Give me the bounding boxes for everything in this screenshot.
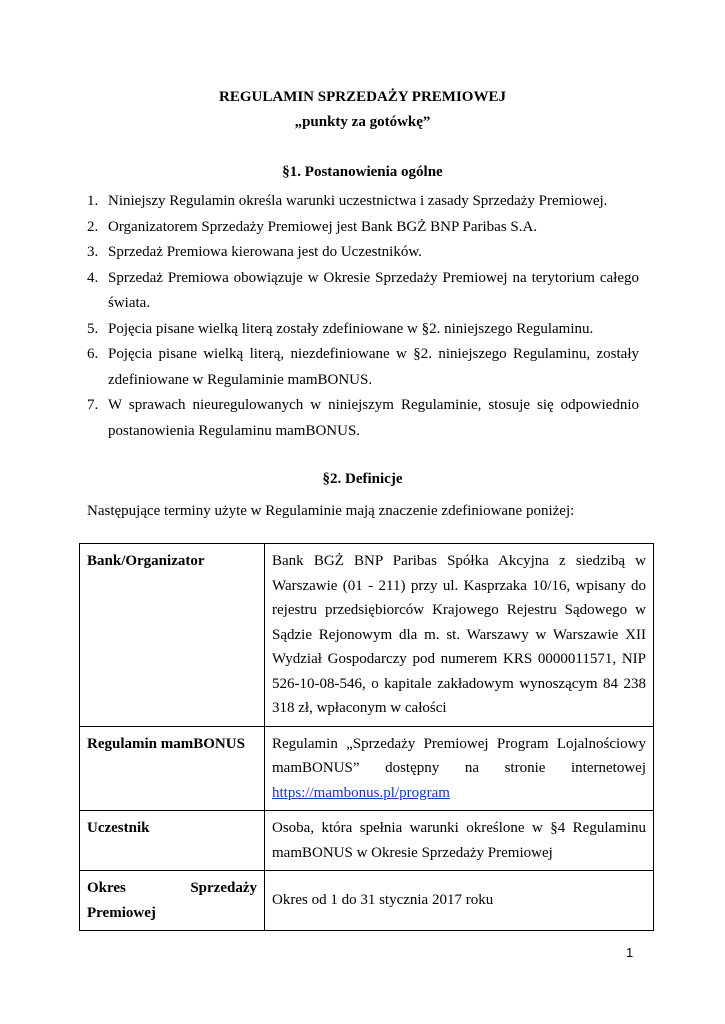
section-1-heading: §1. Postanowienia ogólne [282, 164, 443, 180]
definition-term: Bank/Organizator [80, 544, 265, 727]
list-item: 3. Sprzedaż Premiowa kierowana jest do Uczestników. [87, 244, 422, 260]
list-item: 7. W sprawach nieuregulowanych w niniejszym Regulaminie, stosuje się odpowiednio postanowienia Regulaminu mamBONUS. [87, 397, 639, 439]
general-provisions-list [87, 189, 639, 444]
list-item: 6. Pojęcia pisane wielką literą, niezdefiniowane w §2. niniejszego Regulaminu, zostały zdefiniowane w Regulaminie mamBONUS. [87, 346, 639, 388]
list-item: 5. Pojęcia pisane wielką literą zostały zdefiniowane w §2. niniejszego Regulaminu. [87, 320, 594, 337]
definitions-table [79, 543, 654, 931]
mambonus-program-link[interactable]: https://mambonus.pl/program [272, 784, 450, 801]
definition-term: Uczestnik [80, 811, 265, 871]
list-item: 1. Niniejszy Regulamin określa warunki uczestnictwa i zasady Sprzedaży Premiowej. [87, 193, 608, 209]
definition-term: Regulamin mamBONUS [80, 726, 265, 811]
page-number: 1 [626, 945, 634, 960]
document-title: REGULAMIN SPRZEDAŻY PREMIOWEJ [219, 89, 506, 105]
table-row [80, 871, 654, 931]
definition-description: Regulamin „Sprzedaży Premiowej Program Lojalnościowy mamBONUS” dostępny na stronie internetowej https://mambonus.pl/program [265, 726, 654, 811]
definition-description: Osoba, która spełnia warunki określone w §4 Regulaminu mamBONUS w Okresie Sprzedaży Premiowej [265, 811, 654, 871]
definitions-intro: Następujące terminy użyte w Regulaminie mają znaczenie zdefiniowane poniżej: [87, 503, 575, 519]
table-row [80, 544, 654, 727]
table-row [80, 811, 654, 871]
section-2-heading: §2. Definicje [322, 471, 403, 487]
list-item: 4. Sprzedaż Premiowa obowiązuje w Okresie Sprzedaży Premiowej na terytorium całego świata. [87, 269, 639, 311]
document-subtitle: „punkty za gotówkę” [294, 114, 431, 130]
table-row [80, 726, 654, 811]
definition-term: Okres Sprzedaży Premiowej [80, 871, 265, 931]
list-item: 2. Organizatorem Sprzedaży Premiowej jest Bank BGŻ BNP Paribas S.A. [87, 218, 538, 235]
definition-description: Okres od 1 do 31 stycznia 2017 roku [265, 871, 654, 931]
definition-description: Bank BGŻ BNP Paribas Spółka Akcyjna z siedzibą w Warszawie (01 - 211) przy ul. Kasprzaka 10/16, wpisany do rejestru przedsiębiorców Krajowego Rejestru Sądowego w Sądzie Rejonowym dla m. st. Warszawy w Warszawie XII Wydział Gospodarczy pod numerem KRS 0000011571, NIP 526-10-08-546, o kapitale zakładowym wynoszącym 84 238 318 zł, wpłaconym w całości [265, 544, 654, 727]
